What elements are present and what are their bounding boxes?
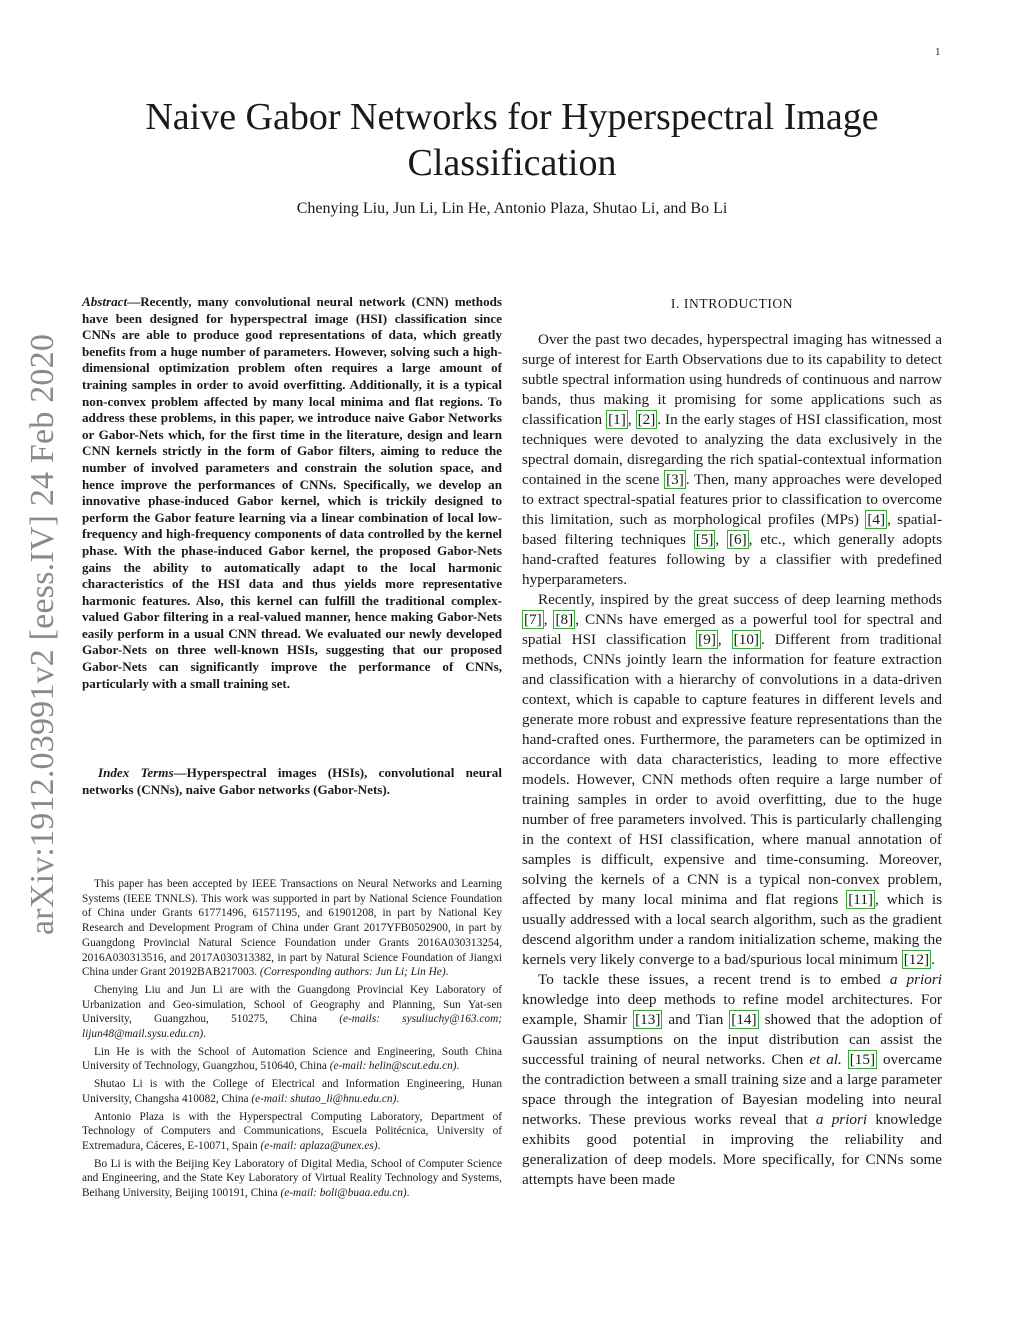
footnote: Chenying Liu and Jun Li are with the Guangdong Provincial Key Laboratory of Urbanization and Geo-simulation, School of Geography and Planning, Sun Yat-sen University, Guangzhou, 510275, China (e-mails: sysuliuchy@163.com; lijun48@mail.sysu.edu.cn). xyxy=(82,983,502,1041)
footnote: This paper has been accepted by IEEE Transactions on Neural Networks and Learning Systems (IEEE TNNLS). This work was supported in part by National Science Foundation of China under Grants 61771496, 61571195, and 61901208, in part by National Key Research and Development Program of China under Grant 2017YFB0502900, in part by Guangdong Provincial Natural Science Foundation under Grants 2016A030313254, 2016A030313516, and 2017A030313382, in part by Natural Science Foundation of Jiangxi China under Grant 20192BAB217003. (Corresponding authors: Jun Li; Lin He). xyxy=(82,878,502,979)
text-run: , CNNs have emerged as a powerful tool for spectral and spatial HSI classification xyxy=(522,611,943,648)
text-run: Recently, inspired by the great success of deep learning methods xyxy=(538,591,942,608)
text-run: Over the past two decades, hyperspectral imaging has witnessed a surge of interest for Earth Observations due to its capability to detect subtle spectral information using hundreds of continuous and narrow bands, thus making it promising for some applications such as classification xyxy=(522,331,942,428)
text-run: , which is usually addressed with a local search algorithm, such as the gradient descend algorithm under a random initialization scheme, making the kernels very likely converge to a bad/spurious local minimum xyxy=(522,891,942,968)
citation-link[interactable]: [1] xyxy=(608,411,626,428)
citation-link[interactable]: [14] xyxy=(731,1011,757,1028)
citation-link[interactable]: [2] xyxy=(637,411,656,428)
citation-link[interactable]: [4] xyxy=(867,511,886,528)
text-run: , etc., which generally adopts hand-crafted features following by a classifier with predefined hyperparameters. xyxy=(522,531,943,588)
text-run: overcame the contradiction between a small training size and a large parameter space through the integration of Bayesian modeling into neural networks. These previous works reveal that xyxy=(522,1051,942,1128)
intro-paragraph xyxy=(522,590,942,970)
text-run: . Then, many approaches were developed to extract spectral-spatial features prior to classification to overcome this limitation, such as morphological profiles (MPs) xyxy=(522,471,942,528)
citation-link[interactable]: [11] xyxy=(848,891,873,908)
introduction-body xyxy=(522,330,942,1190)
text-run: To tackle these issues, a recent trend is to embed xyxy=(538,971,890,988)
section-heading-introduction: I. INTRODUCTION xyxy=(670,296,794,311)
author-list: Chenying Liu, Jun Li, Lin He, Antonio Plaza, Shutao Li, and Bo Li xyxy=(296,200,728,217)
citation-link[interactable]: [6] xyxy=(728,531,747,548)
intro-paragraph xyxy=(522,330,942,590)
arxiv-identifier-stamp: arXiv:1912.03991v2 [eess.IV] 24 Feb 2020 xyxy=(24,333,61,935)
citation-link[interactable]: [13] xyxy=(635,1011,661,1028)
citation-link[interactable]: [10] xyxy=(733,631,759,648)
index-terms-label: Index Terms xyxy=(98,765,174,780)
citation-link[interactable]: [15] xyxy=(849,1051,876,1068)
text-run: . xyxy=(931,951,935,968)
citation-link[interactable]: [8] xyxy=(555,611,574,628)
italic-text: et al. xyxy=(809,1051,842,1068)
text-run: . In the early stages of HSI classification, most techniques were devoted to analyzing the data exclusively in the spectral domain, disregarding the rich spatial-contextual information contained in the scene xyxy=(522,411,943,488)
italic-text: a priori xyxy=(889,971,942,988)
citation-link[interactable]: [9] xyxy=(698,631,716,648)
index-terms xyxy=(82,765,502,798)
text-run: and Tian xyxy=(662,1011,730,1028)
text-run: . Different from traditional methods, CNNs jointly learn the information for feature extraction and classification with a hierarchy of convolutions in a data-driven context, which is capable to capture features in different levels and generate more robust and expressive feature representations than the hand-crafted ones. Furthermore, the parameters can be optimized in accordance with data characteristics, leading to more effective models. However, CNN methods often require a large number of training samples in order to avoid overfitting, due to the huge number of free parameters involved. This is particularly challenging in the context of HSI classification, where manual annotation of samples is difficult, expensive and time-consuming. Moreover, solving the kernels of a CNN is a typical non-convex problem, affected by many local minima and flat regions xyxy=(522,631,943,908)
footnote: Bo Li is with the Beijing Key Laboratory of Digital Media, School of Computer Science and Engineering, and the State Key Laboratory of Virtual Reality Technology and Systems, Beihang University, Beijing 100191, China (e-mail: boli@buaa.edu.cn). xyxy=(82,1157,502,1200)
italic-text: a priori xyxy=(815,1111,868,1128)
abstract-label: Abstract xyxy=(82,294,128,309)
citation-link[interactable]: [5] xyxy=(695,531,714,548)
text-run: showed that the adoption of Gaussian assumptions on the input distribution can assist the successful training of neural networks. Chen xyxy=(522,1011,943,1068)
citation-link[interactable]: [12] xyxy=(903,951,930,968)
text-run: knowledge into deep methods to refine model architectures. For example, Shamir xyxy=(522,991,942,1028)
text-run: , spatial-based filtering techniques xyxy=(522,511,943,548)
index-terms-text: —Hyperspectral images (HSIs), convolutional neural networks (CNNs), naive Gabor networks (Gabor-Nets). xyxy=(82,765,502,797)
citation-link[interactable]: [3] xyxy=(666,471,684,488)
text-run: knowledge exhibits good potential in improving the reliability and generalization of deep models. More specifically, for CNNs some attempts have been made xyxy=(522,1111,943,1188)
text-run: , xyxy=(717,631,732,648)
text-run: , xyxy=(543,611,554,628)
text-run: , xyxy=(715,531,727,548)
footnote: Lin He is with the School of Automation Science and Engineering, South China University of Technology, Guangzhou, 510640, China (e-mail: helin@scut.edu.cn). xyxy=(82,1045,502,1073)
citation-link[interactable]: [7] xyxy=(524,611,542,628)
footnote: Shutao Li is with the College of Electrical and Information Engineering, Hunan University, Changsha 410082, China (e-mail: shutao_li@hnu.edu.cn). xyxy=(82,1078,502,1105)
abstract xyxy=(82,294,502,692)
intro-paragraph xyxy=(522,970,942,1190)
abstract-text: —Recently, many convolutional neural network (CNN) methods have been designed for hyperspectral image (HSI) classification since CNNs are able to produce good representations of data, which greatly benefits from a huge number of parameters. However, solving such a high-dimensional optimization problem often requires a large amount of training samples in order to avoid overfitting. Additionally, it is a typical non-convex problem affected by many local minima and flat regions. To address these problems, in this paper, we introduce naive Gabor Networks or Gabor-Nets which, for the first time in the literature, design and learn CNN kernels strictly in the form of Gabor filters, aiming to reduce the number of involved parameters and constrain the solution space, and hence improve the performances of CNNs. Specifically, we develop an innovative phase-induced Gabor kernel, which is trickily designed to perform the Gabor feature learning via a linear combination of local low-frequency and high-frequency components of data controlled by the kernel phase. With the phase-induced Gabor kernel, the proposed Gabor-Nets gains the ability to automatically adapt to the local harmonic characteristics of the HSI data and thus yields more representative harmonic features. Also, this kernel can fulfill the traditional complex-valued Gabor filtering in a real-valued manner, hence making Gabor-Nets easily perform in a usual CNN thread. We evaluated our newly developed Gabor-Nets on three well-known HSIs, suggesting that our proposed Gabor-Nets can significantly improve the performance of CNNs, particularly with a small training set. xyxy=(82,294,502,691)
text-run xyxy=(842,1051,848,1068)
page-number: 1 xyxy=(935,46,941,58)
footnote: Antonio Plaza is with the Hyperspectral Computing Laboratory, Department of Technology of Computers and Communications, Escuela Politécnica, University of Extremadura, Cáceres, E-10071, Spain (e-mail: aplaza@unex.es). xyxy=(82,1110,502,1152)
paper-title: Naive Gabor Networks for Hyperspectral Image Classification xyxy=(145,96,879,184)
footnotes xyxy=(82,877,502,1204)
text-run: , xyxy=(627,411,636,428)
